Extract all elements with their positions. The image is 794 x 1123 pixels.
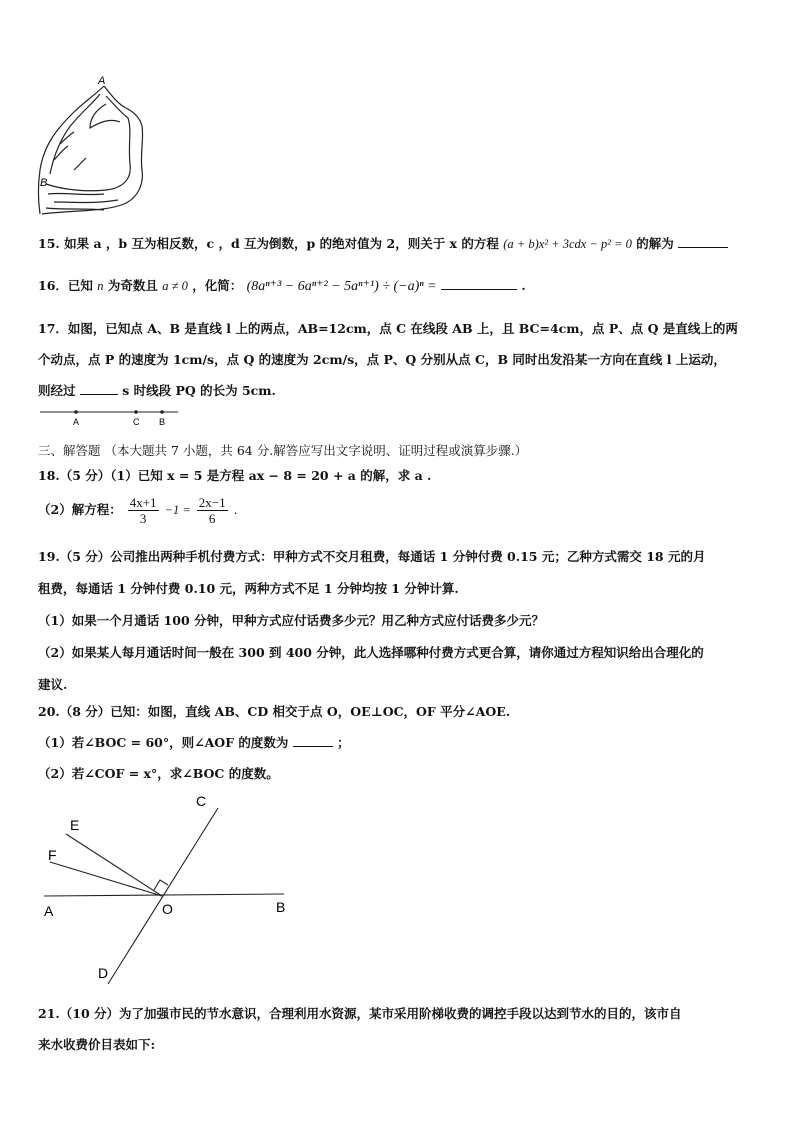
label-b: B — [276, 899, 286, 915]
label-e: E — [70, 817, 80, 833]
line-cd — [108, 808, 218, 984]
angle-figure — [36, 790, 306, 986]
label-c: C — [196, 793, 207, 809]
q17-line3-pre: 则经过 — [38, 383, 76, 398]
q17-line1: 17．如图，已知点 A、B 是直线 l 上的两点，AB=12cm，点 C 在线段 AB 上，且 BC=4cm，点 P、点 Q 是直线上的两 — [38, 321, 738, 336]
question-21 — [38, 998, 758, 1060]
q16-n: n — [97, 279, 104, 293]
f2-denominator: 6 — [208, 511, 216, 526]
q16-simplify: ，化简： — [192, 278, 243, 293]
q16-prefix: 16．已知 — [38, 278, 93, 293]
q20-line2-post: ； — [337, 735, 350, 750]
point-a — [74, 410, 78, 414]
q15-formula: (a + b)x² + 3cdx − p² = 0 — [503, 237, 632, 251]
q19-line3: （1）如果一个月通话 100 分钟，甲种方式应付话费多少元？用乙种方式应付话费多少元？ — [38, 613, 544, 628]
label-d: D — [98, 965, 109, 981]
q15-text: 15. 如果 a ，b 互为相反数，c ，d 互为倒数，p 的绝对值为 2，则关于 x 的方程 — [38, 236, 499, 251]
q20-line1: 20.（8 分）已知：如图，直线 AB、CD 相交于点 O，OE⊥OC，OF 平分∠AOE. — [38, 704, 511, 719]
q16-mid: 为奇数且 — [107, 278, 158, 293]
label-a: A — [73, 417, 80, 427]
question-20 — [38, 696, 758, 789]
question-17 — [38, 313, 758, 406]
q18-fraction-2 — [197, 495, 228, 526]
ray-oe — [66, 834, 162, 896]
river-label-b: B — [40, 177, 48, 189]
right-angle-mark — [154, 880, 168, 890]
q21-line2: 来水收费价目表如下: — [38, 1037, 156, 1052]
q16-answer-blank[interactable] — [441, 276, 517, 290]
label-o: O — [162, 901, 173, 917]
q18-end: . — [233, 502, 238, 517]
q18-minus-one: −1 = — [164, 503, 191, 517]
q16-end: . — [521, 278, 526, 293]
river-figure — [34, 74, 154, 220]
f1-denominator: 3 — [139, 511, 147, 526]
question-16 — [38, 276, 758, 296]
label-a: A — [44, 903, 54, 919]
q20-answer-blank[interactable] — [293, 733, 333, 747]
q17-line2: 个动点，点 P 的速度为 1cm/s，点 Q 的速度为 2cm/s，点 P、Q 分别从点 C，B 同时出发沿某一方向在直线 l 上运动， — [38, 352, 726, 367]
line-figure — [40, 405, 186, 431]
q19-line1: 19.（5 分）公司推出两种手机付费方式：甲种方式不交月租费，每通话 1 分钟付费 0.15 元；乙种方式需交 18 元的月 — [38, 549, 706, 564]
ray-of — [50, 862, 162, 896]
label-f: F — [48, 847, 57, 863]
question-18 — [38, 467, 758, 526]
q20-line3: （2）若∠COF = x°，求∠BOC 的度数。 — [38, 766, 279, 781]
point-c — [134, 410, 138, 414]
river-label-a: A — [98, 75, 106, 87]
question-19 — [38, 541, 758, 701]
q19-line4: （2）如果某人每月通话时间一般在 300 到 400 分钟，此人选择哪种付费方式更合算，请你通过方程知识给出合理化的 — [38, 645, 704, 660]
section-3-heading: 三、解答题 （本大题共 7 小题，共 64 分.解答应写出文字说明、证明过程或演算步骤.） — [38, 443, 528, 458]
point-b — [160, 410, 164, 414]
label-b: B — [159, 417, 166, 427]
q19-line2: 租费，每通话 1 分钟付费 0.10 元，两种方式不足 1 分钟均按 1 分钟计算. — [38, 581, 459, 596]
q20-line2-pre: （1）若∠BOC = 60°，则∠AOF 的度数为 — [38, 735, 289, 750]
f1-numerator: 4x+1 — [129, 495, 157, 510]
question-15 — [38, 234, 758, 253]
q16-condition: a ≠ 0 — [162, 279, 188, 293]
q21-line1: 21.（10 分）为了加强市民的节水意识，合理利用水资源，某市采用阶梯收费的调控手段以达到节水的目的，该市自 — [38, 1006, 682, 1021]
q18-line1: 18.（5 分）（1）已知 x = 5 是方程 ax − 8 = 20 + a 的解，求 a . — [38, 468, 432, 483]
q17-answer-blank[interactable] — [80, 381, 118, 395]
q16-formula: (8aⁿ⁺³ − 6aⁿ⁺² − 5aⁿ⁺¹) ÷ (−a)ⁿ = — [246, 279, 437, 294]
q18-line2-pre: （2）解方程： — [38, 502, 122, 517]
label-c: C — [133, 417, 140, 427]
q15-tail: 的解为 — [636, 236, 674, 251]
q18-fraction-1 — [128, 495, 159, 526]
f2-numerator: 2x−1 — [198, 495, 226, 510]
q19-line5: 建议. — [38, 677, 68, 692]
q15-answer-blank[interactable] — [678, 234, 728, 248]
q17-line3-post: s 时线段 PQ 的长为 5cm. — [122, 383, 276, 398]
